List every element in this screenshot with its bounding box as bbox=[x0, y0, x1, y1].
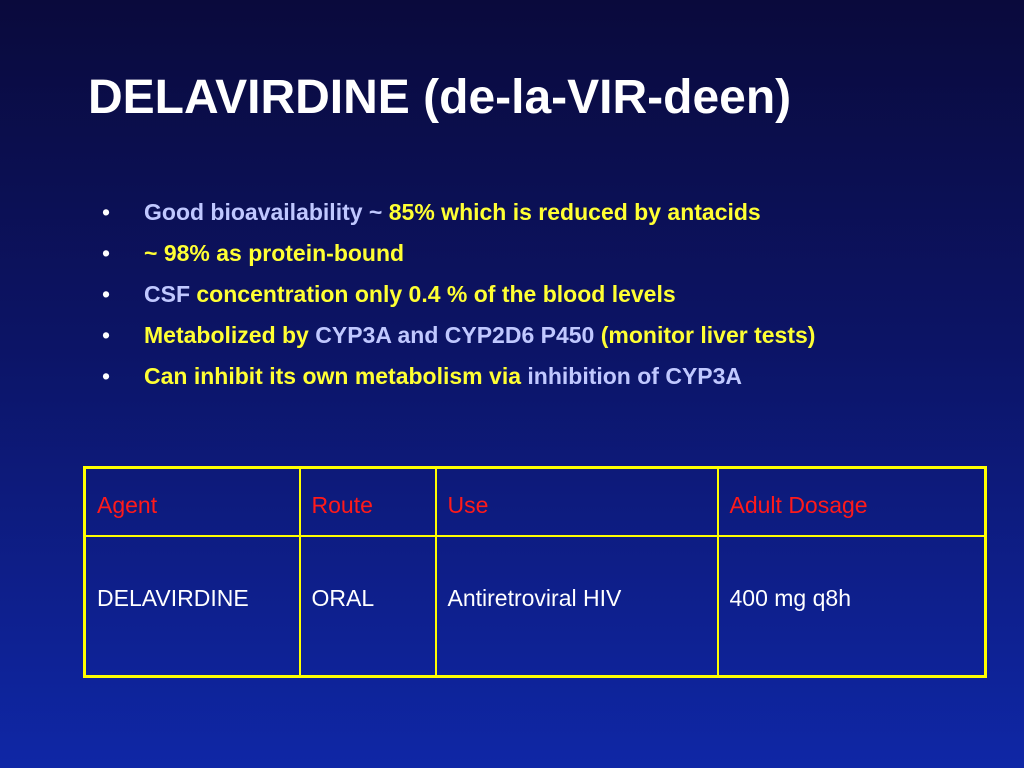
bullet-icon: • bbox=[102, 363, 111, 389]
bullet-item bbox=[100, 235, 815, 276]
bullet-icon: • bbox=[102, 199, 111, 225]
bullet-text: 98% as protein-bound bbox=[163, 240, 405, 266]
bullet-text-highlight: CYP3A and CYP2D6 P450 bbox=[315, 322, 601, 348]
bullet-text: (monitor liver tests) bbox=[600, 322, 816, 348]
table-header-cell: Use bbox=[436, 468, 718, 536]
dosage-table bbox=[83, 466, 987, 678]
bullet-text-highlight: Good bioavailability ~ bbox=[144, 199, 389, 225]
table-header-cell: Route bbox=[300, 468, 436, 536]
table-header-cell: Adult Dosage bbox=[718, 468, 986, 536]
bullet-text: Metabolized by bbox=[144, 322, 316, 348]
bullet-item bbox=[100, 358, 815, 399]
bullet-icon: • bbox=[102, 240, 111, 266]
bullet-text: 85% which is reduced by antacids bbox=[388, 199, 761, 225]
bullet-text: Can inhibit its own metabolism via bbox=[144, 363, 528, 389]
bullet-list bbox=[100, 194, 815, 399]
table-cell: ORAL bbox=[300, 536, 436, 677]
table-header-cell: Agent bbox=[85, 468, 300, 536]
table-cell: 400 mg q8h bbox=[718, 536, 986, 677]
table-cell: Antiretroviral HIV bbox=[436, 536, 718, 677]
bullet-text-tilde: ~ bbox=[144, 240, 164, 266]
table-cell: DELAVIRDINE bbox=[85, 536, 300, 677]
bullet-item bbox=[100, 317, 815, 358]
bullet-icon: • bbox=[102, 322, 111, 348]
table-row bbox=[85, 536, 986, 677]
bullet-icon: • bbox=[102, 281, 111, 307]
bullet-item bbox=[100, 194, 815, 235]
bullet-text: concentration only 0.4 % of the blood levels bbox=[196, 281, 676, 307]
slide-title: DELAVIRDINE (de-la-VIR-deen) bbox=[88, 71, 792, 124]
bullet-text-highlight: inhibition of CYP3A bbox=[527, 363, 743, 389]
table-header-row bbox=[85, 468, 986, 536]
bullet-text-highlight: CSF bbox=[144, 281, 197, 307]
bullet-item bbox=[100, 276, 815, 317]
